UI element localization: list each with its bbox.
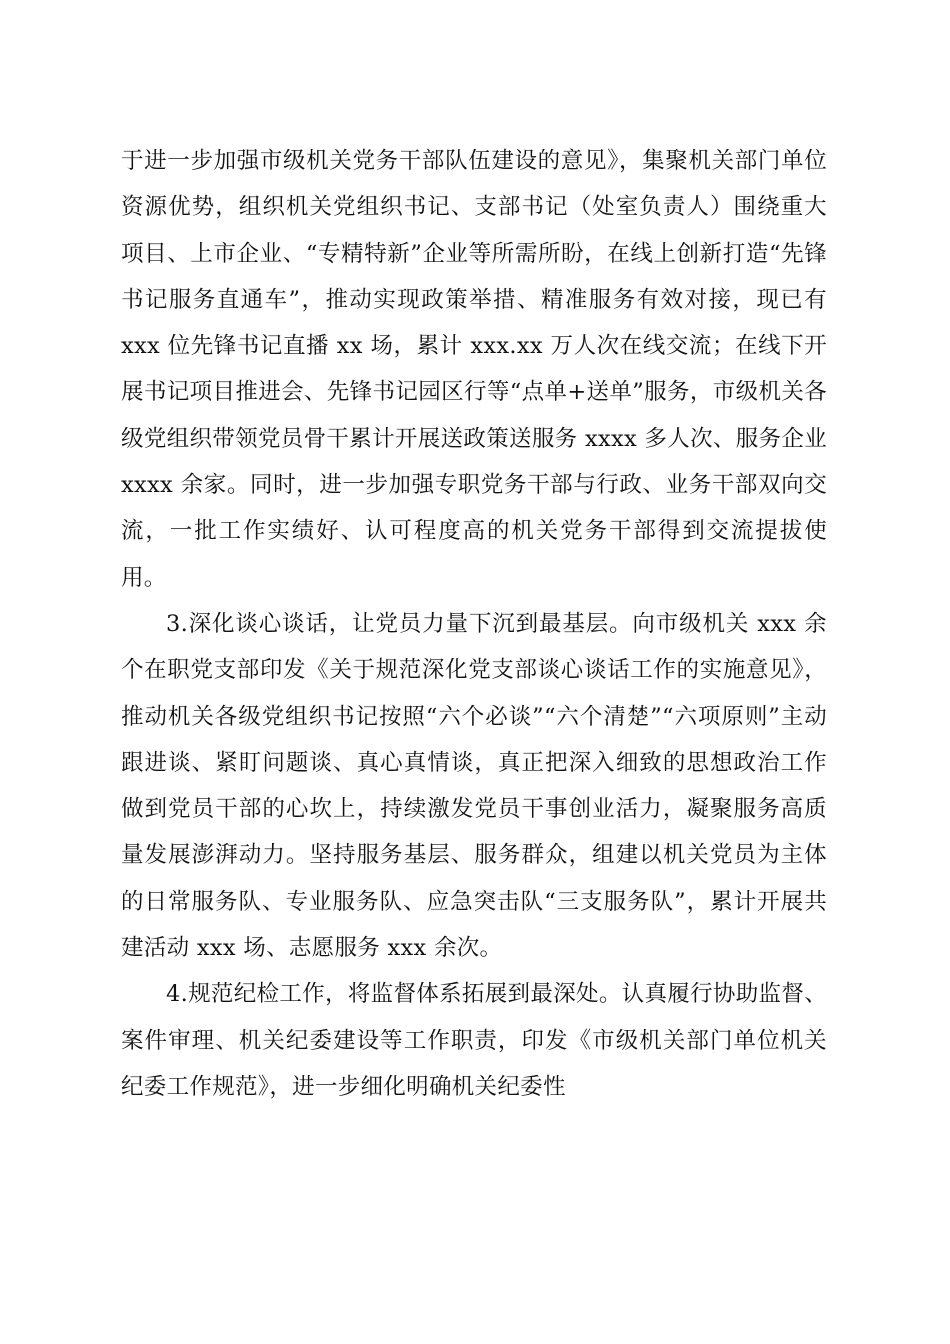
paragraph-item-4: 4.规范纪检工作，将监督体系拓展到最深处。认真履行协助监督、案件审理、机关纪委建设等工作职责，印发《市级机关部门单位机关纪委工作规范》，进一步细化明确机关纪委性	[121, 981, 827, 1100]
paragraph-item-3: 3.深化谈心谈话，让党员力量下沉到最基层。向市级机关 xxx 余个在职党支部印发《关于规范深化党支部谈心谈话工作的实施意见》，推动机关各级党组织书记按照“六个必谈”“六个清楚”“六项原则”主动跟进谈、紧盯问题谈、真心真情谈，真正把深入细致的思想政治工作做到党员干部的心坎上，持续激发党员干事创业活力，凝聚服务高质量发展澎湃动力。坚持服务基层、服务群众，组建以机关党员为主体的日常服务队、专业服务队、应急突击队“三支服务队”，累计开展共建活动 xxx 场、志愿服务 xxx 余次。	[121, 610, 827, 962]
document-body	[121, 138, 827, 1110]
paragraph-continuation: 于进一步加强市级机关党务干部队伍建设的意见》，集聚机关部门单位资源优势，组织机关党组织书记、支部书记（处室负责人）围绕重大项目、上市企业、“专精特新”企业等所需所盼，在线上创新打造“先锋书记服务直通车”，推动实现政策举措、精准服务有效对接，现已有 xxx 位先锋书记直播 xx 场，累计 xxx.xx 万人次在线交流；在线下开展书记项目推进会、先锋书记园区行等“点单+送单”服务，市级机关各级党组织带领党员骨干累计开展送政策送服务 xxxx 多人次、服务企业 xxxx 余家。同时，进一步加强专职党务干部与行政、业务干部双向交流，一批工作实绩好、认可程度高的机关党务干部得到交流提拔使用。	[121, 148, 827, 591]
